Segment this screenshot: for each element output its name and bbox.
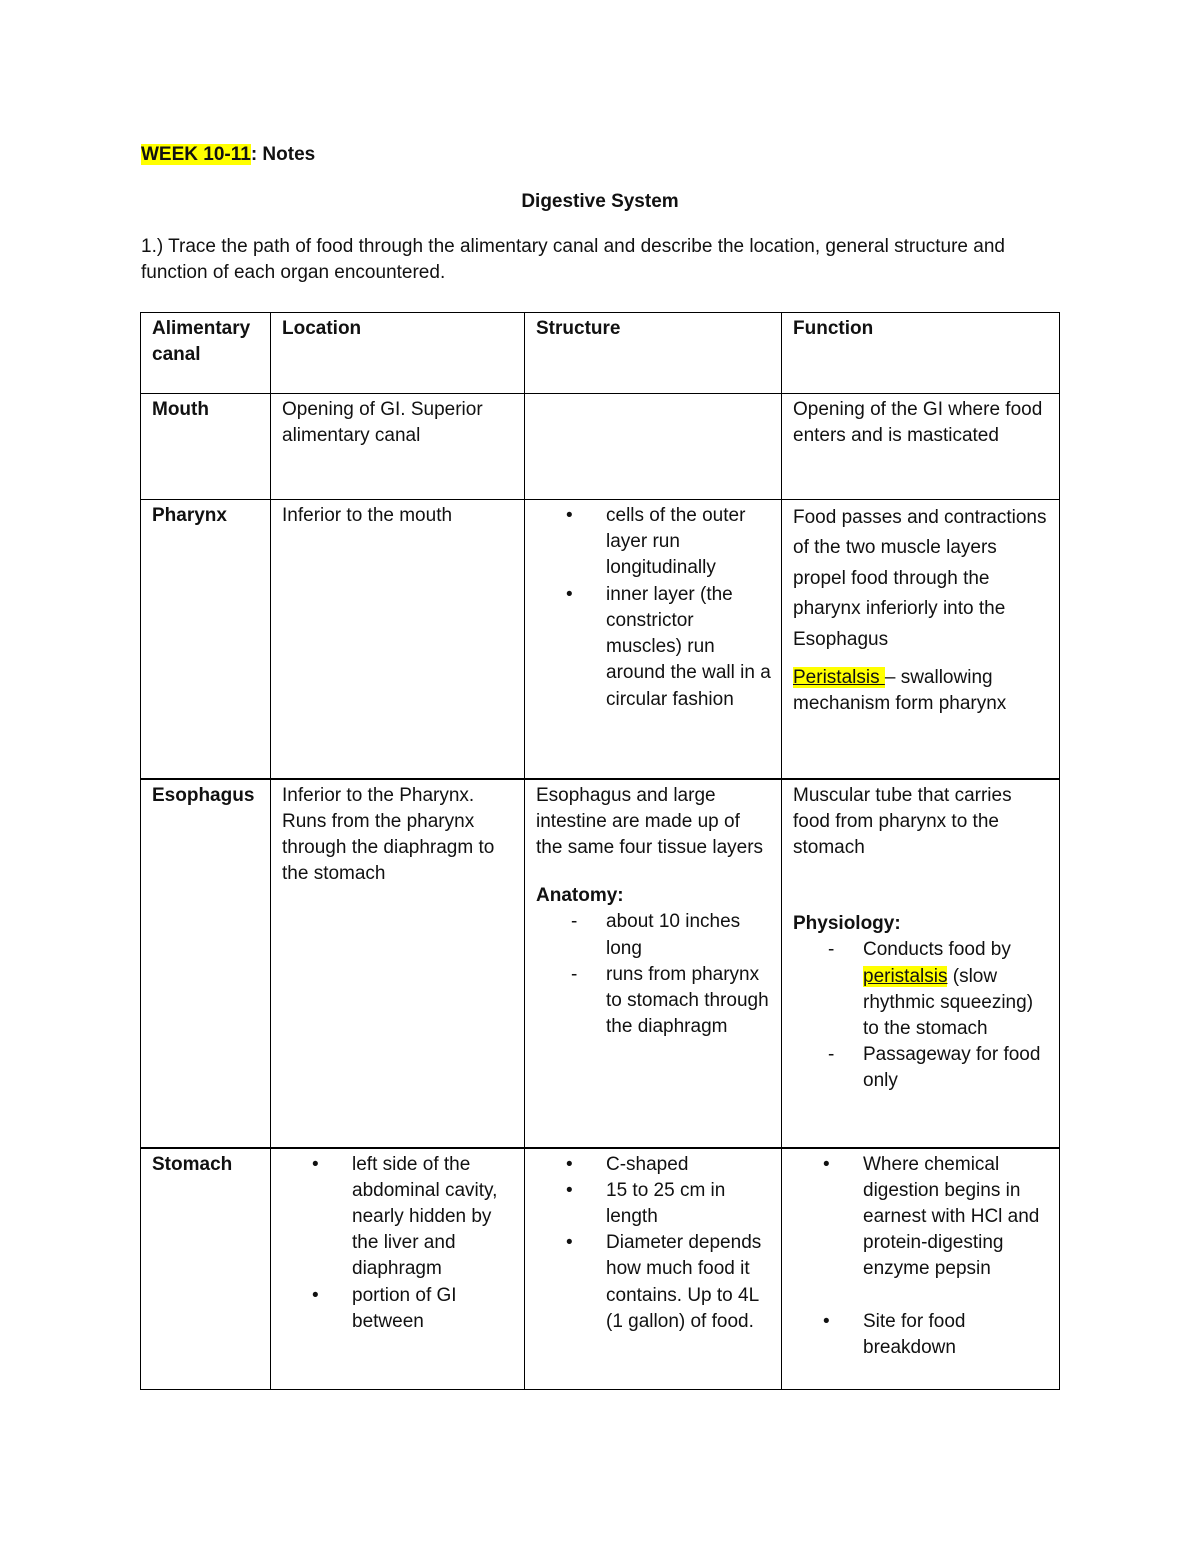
- stomach-location-list: [282, 1152, 514, 1336]
- list-item: • Diameter depends how much food it contains. Up to 4L (1 gallon) of food.: [606, 1230, 771, 1335]
- list-item: • Where chemical digestion begins in earnest with HCl and protein-digesting enzyme pepsin: [863, 1152, 1049, 1283]
- organ-name-mouth: Mouth: [141, 394, 271, 500]
- pharynx-structure: [525, 500, 782, 779]
- esophagus-structure-intro: Esophagus and large intestine are made up of the same four tissue layers: [536, 784, 764, 858]
- header-location: Location: [271, 313, 525, 394]
- stomach-structure: [525, 1148, 782, 1390]
- peristalsis-term: Peristalsis: [793, 666, 885, 688]
- mouth-structure: [525, 394, 782, 500]
- list-item: • left side of the abdominal cavity, nearly hidden by the liver and diaphragm: [352, 1152, 514, 1283]
- list-item: [863, 937, 1049, 1042]
- peristalsis-definition: [793, 665, 1049, 717]
- list-item: - runs from pharynx to stomach through the diaphragm: [606, 962, 771, 1041]
- organ-name-pharynx: Pharynx: [141, 500, 271, 779]
- phys-item-text-post: (slow rhythmic squeezing) to the stomach: [863, 965, 1034, 1040]
- pharynx-location: Inferior to the mouth: [271, 500, 525, 779]
- list-item: • 15 to 25 cm in length: [606, 1178, 771, 1230]
- header-alimentary-canal: Alimentary canal: [141, 313, 271, 394]
- pharynx-structure-list: [536, 503, 771, 713]
- peristalsis-term-2: peristalsis: [863, 965, 948, 987]
- list-item: - about 10 inches long: [606, 909, 771, 961]
- organ-name-esophagus: Esophagus: [141, 779, 271, 1148]
- question-text: 1.) Trace the path of food through the alimentary canal and describe the location, general structure and function of each organ encountered.: [141, 236, 1005, 284]
- week-label: WEEK 10-11: [141, 144, 251, 165]
- esophagus-location: Inferior to the Pharynx. Runs from the pharynx through the diaphragm to the stomach: [271, 779, 525, 1148]
- stomach-location: [271, 1148, 525, 1390]
- list-item: • inner layer (the constrictor muscles) run around the wall in a circular fashion: [606, 582, 771, 713]
- list-item: • C-shaped: [606, 1152, 771, 1178]
- mouth-location: Opening of GI. Superior alimentary canal: [271, 394, 525, 500]
- esophagus-function: [782, 779, 1060, 1148]
- list-item: • Site for food breakdown: [863, 1309, 1049, 1361]
- notes-suffix: : Notes: [250, 144, 316, 165]
- esophagus-structure: [525, 779, 782, 1148]
- mouth-function: Opening of the GI where food enters and is masticated: [782, 394, 1060, 500]
- table-row-stomach: [141, 1148, 1060, 1390]
- header-structure: Structure: [525, 313, 782, 394]
- list-item: • portion of GI between: [352, 1283, 514, 1335]
- anatomy-list: [536, 909, 771, 1040]
- list-item: • cells of the outer layer run longitudinally: [606, 503, 771, 582]
- list-item: - Passageway for food only: [863, 1042, 1049, 1094]
- organ-name-stomach: Stomach: [141, 1148, 271, 1390]
- table-header-row: [141, 313, 1060, 394]
- peristalsis-def: – swallowing mechanism form pharynx: [793, 666, 1007, 715]
- pharynx-function-text: Food passes and contractions of the two muscle layers propel food through the pharynx inferiorly into the Esophagus: [793, 507, 1047, 650]
- table-row-pharynx: [141, 500, 1060, 779]
- week-heading: [141, 142, 315, 168]
- pharynx-function: [782, 500, 1060, 779]
- table-row-mouth: [141, 394, 1060, 500]
- organ-table: [140, 312, 1060, 1390]
- stomach-structure-list: [536, 1152, 771, 1336]
- stomach-function-list: [793, 1152, 1049, 1362]
- table-row-esophagus: [141, 779, 1060, 1148]
- phys-item-text: Conducts food by: [863, 939, 1011, 961]
- physiology-label: Physiology:: [793, 913, 901, 935]
- physiology-list: [793, 937, 1049, 1094]
- document-title: Digestive System: [521, 191, 679, 212]
- anatomy-label: Anatomy:: [536, 885, 624, 907]
- stomach-function: [782, 1148, 1060, 1390]
- header-function: Function: [782, 313, 1060, 394]
- esophagus-function-intro: Muscular tube that carries food from pharynx to the stomach: [793, 784, 1012, 858]
